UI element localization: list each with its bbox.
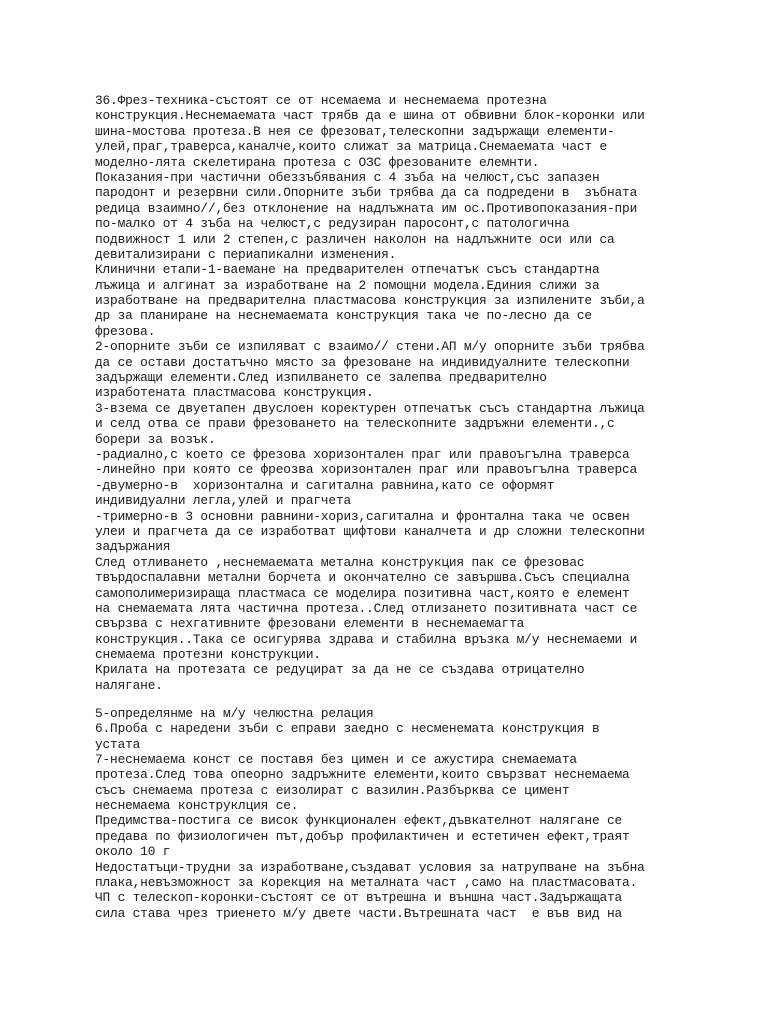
text-line: 3-взема се двуетапен двуслоен коректурен отпечатък съсъ стандартна лъжица bbox=[95, 400, 645, 416]
text-line: протеза.След това опеорно задръжните елементи,които свързват неснемаема bbox=[95, 767, 630, 783]
text-line: Крилата на протезата се редуцират за да не се създава отрицателно bbox=[95, 662, 585, 678]
text-line: сила става чрез триенето м/у двете части.Вътрешната част е във вид на bbox=[95, 905, 623, 921]
text-line: -линейно при която се фреозва хоризонтален праг или правоъгълна траверса bbox=[95, 462, 638, 478]
text-line: 36.Фрез-техника-състоят се от нсемаема и неснемаема протезна bbox=[95, 93, 547, 108]
text-line: ЧП с телескоп-коронки-състоят се от вътрешна и външна част.Задържащата bbox=[95, 890, 623, 906]
text-line: Показания-при частични обеззъбявания с 4 зъба на челюст,със запазен bbox=[95, 169, 600, 185]
text-line: по-малко от 4 зъба на челюст,с редузиран паросонт,с патологична bbox=[95, 216, 570, 232]
text-line: След отливането ,неснемаемата метална конструкция пак се фрезовас bbox=[95, 554, 585, 570]
text-line: моделно-лята скелетирана протеза с ОЗС фрезованите елемнти. bbox=[95, 154, 540, 170]
text-line: 6.Проба с наредени зъби с еправи заедно с несменемата конструкция в bbox=[95, 721, 600, 737]
text-line: подвижност 1 или 2 степен,с различен наколон на надлъжните оси или са bbox=[95, 231, 615, 247]
text-line: улей,праг,траверса,каналче,които слижат за матрица.Снемаемата част е bbox=[95, 139, 607, 155]
text-line: -радиално,с което се фрезова хоризонтален праг или правоъгълна траверса bbox=[95, 446, 630, 462]
text-line: самополимеризираща пластмаса се моделира позитивна част,която е елемент bbox=[95, 585, 630, 601]
text-line: борери за возък. bbox=[95, 431, 216, 447]
text-line: улеи и прагчета да се изработват щифтови каналчета и др сложни телескопни bbox=[95, 523, 645, 539]
text-line: изработената пластмасова конструкция. bbox=[95, 385, 374, 401]
text-line: др за планиране на неснемаемата конструкция така че по-лесно да се bbox=[95, 308, 592, 324]
text-line: задържащи елементи.След изпилването се залепва предварително bbox=[95, 370, 547, 386]
text-block-1 bbox=[95, 93, 685, 693]
text-line: Недостатъци-трудни за изработване,създават условия за натрупване на зъбна bbox=[95, 859, 645, 875]
text-line: 7-неснемаема конст се поставя без цимен и се ажустира снемаемата bbox=[95, 751, 577, 767]
text-line: конструкция.Неснемаемата част трябв да е шина от обвивни блок-коронки или bbox=[95, 108, 645, 124]
text-line: конструкция..Така се осигурява здрава и стабилна връзка м/у неснемаеми и bbox=[95, 631, 638, 647]
text-line: редица взаимно//,без отклонение на надлъжната им ос.Противопоказания-при bbox=[95, 200, 638, 216]
text-line: около 10 г bbox=[95, 844, 171, 860]
text-line: лъжица и алгинат за изработване на 2 помощни модела.Единия слижи за bbox=[95, 277, 600, 293]
text-line: съсъ снемаема протеза с еизолират с вазилин.Разбърква се цимент bbox=[95, 782, 570, 798]
text-line: задържания bbox=[95, 539, 171, 555]
document-page bbox=[95, 93, 685, 921]
paragraph-gap bbox=[95, 693, 685, 706]
text-line: -тримерно-в 3 основни равнини-хориз,сагитална и фронтална така че освен bbox=[95, 508, 630, 524]
text-line: 5-определянме на м/у челюстна релация bbox=[95, 705, 374, 721]
text-line: плака,невъзможност за корекция на металната част ,само на пластмасовата. bbox=[95, 875, 638, 891]
text-block-2 bbox=[95, 706, 685, 921]
text-line: на снемаемата лята частична протеза..След отлизането позитивната част се bbox=[95, 600, 638, 616]
text-line: фрезова. bbox=[95, 323, 156, 339]
text-line: индивидуални легла,улей и прагчета bbox=[95, 493, 351, 509]
text-line: изработване на предварителна пластмасова конструкция за изпилените зъби,а bbox=[95, 293, 645, 309]
text-line: твърдоспалавни метални борчета и окончателно се завършва.Съсъ специална bbox=[95, 570, 630, 586]
text-line: да се остави достатъчно място за фрезоване на индивидуалните телескопни bbox=[95, 354, 630, 370]
text-line: налягане. bbox=[95, 677, 163, 693]
text-line: устата bbox=[95, 736, 141, 752]
text-line: свързва с нехгативните фрезовани елементи в неснемаемагта bbox=[95, 616, 525, 632]
text-line: -двумерно-в хоризонтална и сагитална равнина,като се оформят bbox=[95, 477, 555, 493]
text-line: снемаема протезни конструкции. bbox=[95, 647, 321, 663]
text-line: девитализирани с периапикални изменения. bbox=[95, 246, 397, 262]
text-line: Клинични етапи-1-ваемане на предварителен отпечатък съсъ стандартна bbox=[95, 262, 600, 278]
text-line: и селд отва се прави фрезоването на телескопните задръжни елементи.,с bbox=[95, 416, 615, 432]
text-line: неснемаема конструклция се. bbox=[95, 798, 299, 814]
text-line: пародонт и резервни сили.Опорните зъби трябва да са подредени в зъбната bbox=[95, 185, 638, 201]
text-line: предава по физиологичен път,добър профилактичен и естетичен ефект,траят bbox=[95, 828, 630, 844]
text-line: Предимства-постига се висок функционален ефект,дъвкателнот налягане се bbox=[95, 813, 623, 829]
text-line: шина-мостова протеза.В нея се фрезоват,телескопни задържащи елементи- bbox=[95, 123, 615, 139]
text-line: 2-опорните зъби се изпиляват с взаимо// стени.АП м/у опорните зъби трябва bbox=[95, 339, 645, 355]
